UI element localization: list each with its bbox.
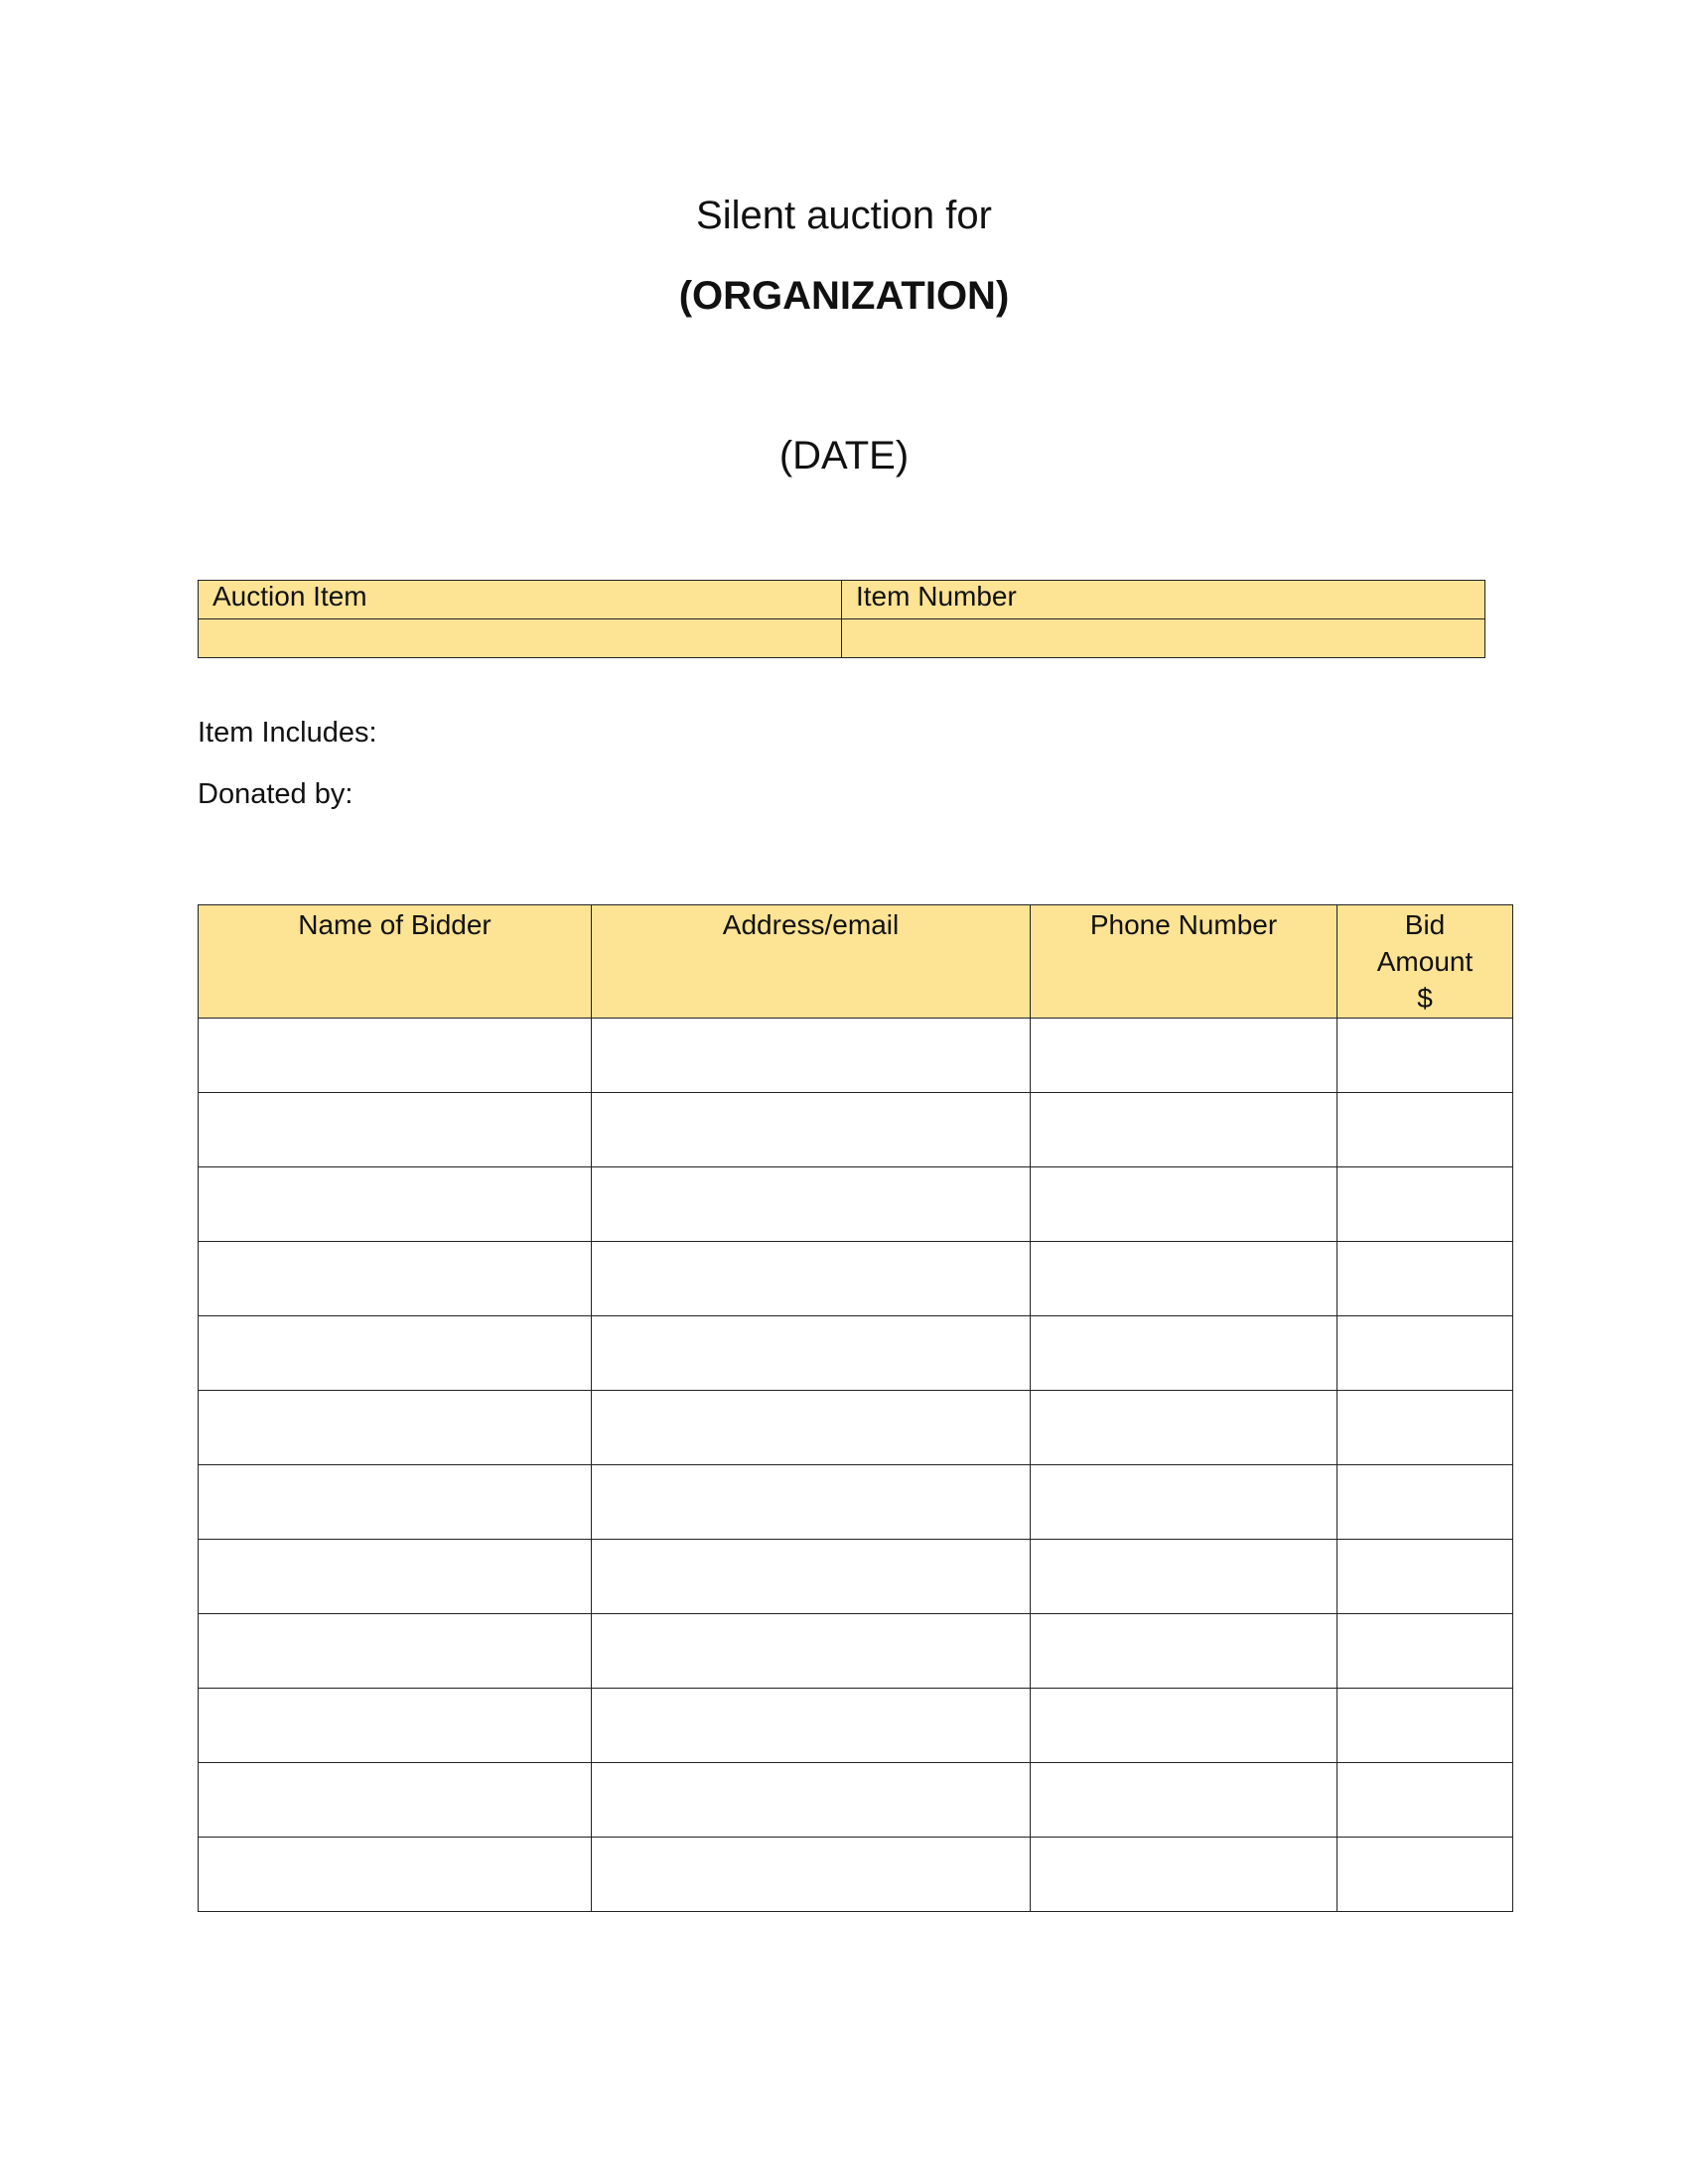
- title-organization: (ORGANIZATION): [678, 274, 1010, 318]
- phone-number-cell[interactable]: [1031, 1838, 1337, 1912]
- bid-amount-cell[interactable]: [1337, 1540, 1513, 1614]
- bid-row: [199, 1689, 1513, 1763]
- address-email-cell[interactable]: [592, 1019, 1031, 1093]
- bid-row: [199, 1763, 1513, 1838]
- bid-row: [199, 1316, 1513, 1391]
- bidder-name-cell[interactable]: [199, 1763, 592, 1838]
- bid-amount-cell[interactable]: [1337, 1763, 1513, 1838]
- phone-number-cell[interactable]: [1031, 1689, 1337, 1763]
- bid-amount-cell[interactable]: [1337, 1838, 1513, 1912]
- address-email-cell[interactable]: [592, 1689, 1031, 1763]
- address-email-cell[interactable]: [592, 1540, 1031, 1614]
- phone-number-cell[interactable]: [1031, 1316, 1337, 1391]
- bid-table-body: [199, 1019, 1513, 1912]
- auction-item-header-row: [199, 581, 1485, 619]
- bidder-name-cell[interactable]: [199, 1465, 592, 1540]
- bid-amount-cell[interactable]: [1337, 1689, 1513, 1763]
- address-email-cell[interactable]: [592, 1093, 1031, 1167]
- phone-number-cell[interactable]: [1031, 1465, 1337, 1540]
- phone-number-cell[interactable]: [1031, 1167, 1337, 1242]
- bid-row: [199, 1167, 1513, 1242]
- bid-row: [199, 1242, 1513, 1316]
- phone-number-cell[interactable]: [1031, 1242, 1337, 1316]
- bid-amount-cell[interactable]: [1337, 1316, 1513, 1391]
- address-email-cell[interactable]: [592, 1316, 1031, 1391]
- bid-row: [199, 1465, 1513, 1540]
- address-email-cell[interactable]: [592, 1391, 1031, 1465]
- phone-number-cell[interactable]: [1031, 1763, 1337, 1838]
- bid-amount-cell[interactable]: [1337, 1465, 1513, 1540]
- auction-item-value[interactable]: [199, 619, 842, 658]
- bidder-name-cell[interactable]: [199, 1689, 592, 1763]
- bidder-name-cell[interactable]: [199, 1391, 592, 1465]
- header-bid-amount: [1337, 905, 1513, 1019]
- phone-number-cell[interactable]: [1031, 1019, 1337, 1093]
- address-email-cell[interactable]: [592, 1242, 1031, 1316]
- header-address-email: Address/email: [592, 905, 1031, 1019]
- bid-amount-cell[interactable]: [1337, 1019, 1513, 1093]
- address-email-cell[interactable]: [592, 1465, 1031, 1540]
- address-email-cell[interactable]: [592, 1614, 1031, 1689]
- bid-row: [199, 1093, 1513, 1167]
- item-includes-label: Item Includes:: [198, 717, 377, 749]
- bidder-name-cell[interactable]: [199, 1019, 592, 1093]
- item-number-label: Item Number: [842, 581, 1485, 619]
- auction-item-value-row: [199, 619, 1485, 658]
- bidder-name-cell[interactable]: [199, 1167, 592, 1242]
- bid-amount-cell[interactable]: [1337, 1614, 1513, 1689]
- bid-table: [198, 904, 1513, 1912]
- bidder-name-cell[interactable]: [199, 1540, 592, 1614]
- bid-row: [199, 1838, 1513, 1912]
- bidder-name-cell[interactable]: [199, 1093, 592, 1167]
- bid-row: [199, 1540, 1513, 1614]
- bidder-name-cell[interactable]: [199, 1316, 592, 1391]
- address-email-cell[interactable]: [592, 1838, 1031, 1912]
- address-email-cell[interactable]: [592, 1763, 1031, 1838]
- phone-number-cell[interactable]: [1031, 1614, 1337, 1689]
- bid-amount-cell[interactable]: [1337, 1167, 1513, 1242]
- bid-amount-cell[interactable]: [1337, 1242, 1513, 1316]
- auction-item-table: [198, 580, 1485, 658]
- bid-row: [199, 1614, 1513, 1689]
- header-bid-line-2: Amount: [1376, 946, 1474, 977]
- bid-row: [199, 1391, 1513, 1465]
- bid-amount-cell[interactable]: [1337, 1391, 1513, 1465]
- item-number-value[interactable]: [842, 619, 1485, 658]
- header-bid-line-3: $: [1417, 983, 1433, 1014]
- bidder-name-cell[interactable]: [199, 1242, 592, 1316]
- bid-amount-cell[interactable]: [1337, 1093, 1513, 1167]
- header-phone-number: Phone Number: [1031, 905, 1337, 1019]
- bid-table-header-row: [199, 905, 1513, 1019]
- title-date: (DATE): [778, 434, 910, 478]
- phone-number-cell[interactable]: [1031, 1093, 1337, 1167]
- auction-item-label: Auction Item: [199, 581, 842, 619]
- phone-number-cell[interactable]: [1031, 1391, 1337, 1465]
- donated-by-label: Donated by:: [198, 778, 353, 810]
- bid-row: [199, 1019, 1513, 1093]
- title-silent-auction: Silent auction for: [696, 194, 992, 237]
- address-email-cell[interactable]: [592, 1167, 1031, 1242]
- header-bid-line-1: Bid: [1404, 909, 1446, 940]
- bidder-name-cell[interactable]: [199, 1838, 592, 1912]
- bidder-name-cell[interactable]: [199, 1614, 592, 1689]
- phone-number-cell[interactable]: [1031, 1540, 1337, 1614]
- header-name-of-bidder: Name of Bidder: [199, 905, 592, 1019]
